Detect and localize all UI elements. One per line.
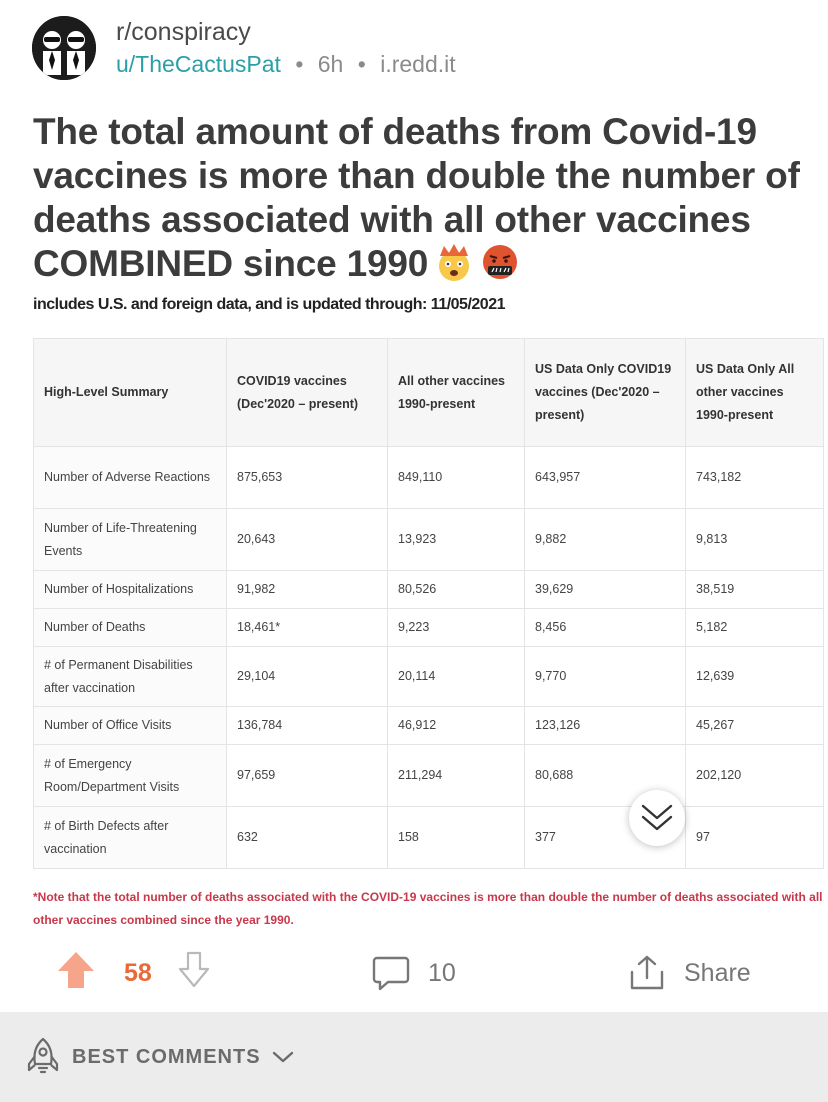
- vote-score: 58: [124, 958, 152, 987]
- subreddit-name[interactable]: r/conspiracy: [116, 18, 251, 46]
- image-caption: includes U.S. and foreign data, and is updated through: 11/05/2021: [33, 296, 505, 313]
- table-cell: 632: [227, 807, 388, 869]
- header-cell: COVID19 vaccines (Dec'2020 – present): [227, 339, 388, 447]
- table-row: [34, 571, 824, 609]
- vote-controls: [56, 945, 214, 1001]
- byline-separator: •: [357, 51, 366, 77]
- table-cell: 9,223: [388, 609, 525, 647]
- table-cell: 8,456: [525, 609, 686, 647]
- chevron-down-icon: [271, 1048, 295, 1066]
- table-cell: 80,526: [388, 571, 525, 609]
- header-cell: US Data Only All other vaccines 1990-present: [686, 339, 824, 447]
- exploding-head-emoji-icon: [434, 242, 474, 292]
- table-cell: 97,659: [227, 745, 388, 807]
- upvote-arrow-icon: [56, 950, 96, 990]
- table-cell: 39,629: [525, 571, 686, 609]
- post-domain[interactable]: i.redd.it: [380, 51, 456, 77]
- table-cell: 80,688: [525, 745, 686, 807]
- header-cell: US Data Only COVID19 vaccines (Dec'2020 – present): [525, 339, 686, 447]
- table-cell: 849,110: [388, 447, 525, 509]
- row-label: Number of Deaths: [34, 609, 227, 647]
- row-label: Number of Hospitalizations: [34, 571, 227, 609]
- table-cell: 20,114: [388, 647, 525, 707]
- double-chevron-down-icon: [640, 803, 674, 833]
- table-cell: 13,923: [388, 509, 525, 571]
- post-title: [33, 110, 803, 292]
- share-button[interactable]: [628, 945, 751, 1001]
- table-cell: 643,957: [525, 447, 686, 509]
- table-cell: 9,882: [525, 509, 686, 571]
- post-image[interactable]: [0, 288, 828, 938]
- table-row: [34, 807, 824, 869]
- table-cell: 12,639: [686, 647, 824, 707]
- row-label: Number of Office Visits: [34, 707, 227, 745]
- table-cell: 46,912: [388, 707, 525, 745]
- expand-image-button[interactable]: [629, 790, 685, 846]
- share-label: Share: [684, 958, 751, 987]
- downvote-button[interactable]: [174, 950, 214, 997]
- row-label: Number of Life-Threatening Events: [34, 509, 227, 571]
- byline-separator: •: [295, 51, 304, 77]
- table-cell: 29,104: [227, 647, 388, 707]
- comments-sort-label: BEST COMMENTS: [72, 1045, 261, 1068]
- table-cell: 9,813: [686, 509, 824, 571]
- image-footnote: *Note that the total number of deaths associated with the COVID-19 vaccines is more than double the number of deaths associated with all other vaccines combined since the year 1990.: [33, 890, 823, 927]
- table-cell: 91,982: [227, 571, 388, 609]
- post-age: 6h: [317, 51, 344, 77]
- summary-table: [33, 338, 824, 869]
- downvote-arrow-icon: [174, 950, 214, 990]
- row-label: # of Emergency Room/Department Visits: [34, 745, 227, 807]
- upvote-button[interactable]: [56, 950, 96, 997]
- table-cell: 123,126: [525, 707, 686, 745]
- table-row: [34, 707, 824, 745]
- comments-sort-dropdown[interactable]: [26, 1037, 295, 1077]
- comment-count: 10: [428, 958, 456, 987]
- post-title-text: The total amount of deaths from Covid-19 vaccines is more than double the number of deaths associated with all other vaccines COMBINED since 1990: [33, 111, 800, 284]
- share-upload-icon: [628, 954, 666, 992]
- row-label: # of Permanent Disabilities after vaccination: [34, 647, 227, 707]
- table-cell: 97: [686, 807, 824, 869]
- comments-sort-bar: [0, 1012, 828, 1102]
- table-cell: 875,653: [227, 447, 388, 509]
- author-link[interactable]: u/TheCactusPat: [116, 51, 281, 77]
- table-cell: 18,461*: [227, 609, 388, 647]
- table-cell: 20,643: [227, 509, 388, 571]
- table-row: [34, 609, 824, 647]
- post-header: [32, 16, 456, 80]
- table-cell: 38,519: [686, 571, 824, 609]
- header-cell: High-Level Summary: [34, 339, 227, 447]
- table-row: [34, 447, 824, 509]
- table-cell: 5,182: [686, 609, 824, 647]
- table-cell: 9,770: [525, 647, 686, 707]
- table-row: [34, 509, 824, 571]
- row-label: Number of Adverse Reactions: [34, 447, 227, 509]
- table-cell: 202,120: [686, 745, 824, 807]
- table-cell: 743,182: [686, 447, 824, 509]
- table-row: [34, 745, 824, 807]
- table-row: [34, 647, 824, 707]
- row-label: # of Birth Defects after vaccination: [34, 807, 227, 869]
- table-cell: 211,294: [388, 745, 525, 807]
- table-cell: 158: [388, 807, 525, 869]
- table-cell: 136,784: [227, 707, 388, 745]
- post-byline: [116, 48, 456, 80]
- table-header-row: [34, 339, 824, 447]
- rocket-icon: [26, 1037, 60, 1077]
- cursing-face-emoji-icon: [480, 242, 520, 292]
- table-cell: 377: [525, 807, 686, 869]
- post-action-bar: [0, 945, 828, 1001]
- header-cell: All other vaccines 1990-present: [388, 339, 525, 447]
- comment-bubble-icon: [372, 954, 410, 992]
- subreddit-avatar[interactable]: [32, 16, 96, 80]
- comments-button[interactable]: [372, 945, 456, 1001]
- agents-avatar-icon: [32, 16, 96, 80]
- table-cell: 45,267: [686, 707, 824, 745]
